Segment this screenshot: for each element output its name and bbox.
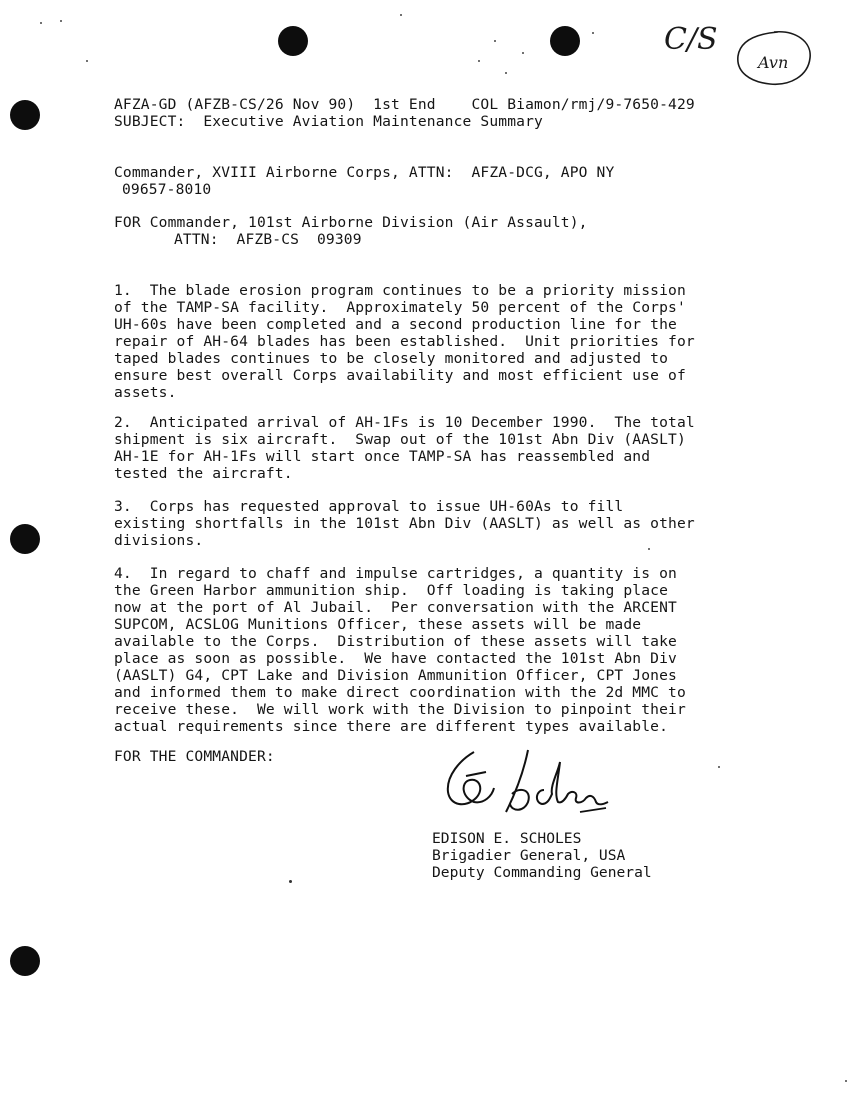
paragraph-line: assets. <box>114 384 177 401</box>
paragraph-line: and informed them to make direct coordination with the 2d MMC to <box>114 684 686 701</box>
signatory-title: Deputy Commanding General <box>432 864 652 881</box>
punch-hole-top-right <box>550 26 580 56</box>
scan-speck <box>494 40 496 42</box>
subject-line: SUBJECT: Executive Aviation Maintenance Summary <box>114 113 543 130</box>
scan-speck <box>478 60 480 62</box>
paragraph-line: 3. Corps has requested approval to issue UH-60As to fill <box>114 498 624 515</box>
scan-speck <box>522 52 524 54</box>
scan-speck <box>40 22 42 24</box>
punch-hole-left-2 <box>10 524 40 554</box>
handwritten-code: C/S <box>664 22 718 57</box>
paragraph-line: AH-1E for AH-1Fs will start once TAMP-SA has reassembled and <box>114 448 651 465</box>
addressee-line-1: Commander, XVIII Airborne Corps, ATTN: AFZA-DCG, APO NY <box>114 164 615 181</box>
scan-speck <box>505 72 507 74</box>
scan-speck <box>60 20 62 22</box>
paragraph-line: now at the port of Al Jubail. Per conversation with the ARCENT <box>114 599 677 616</box>
paragraph-line: 4. In regard to chaff and impulse cartridges, a quantity is on <box>114 565 677 582</box>
paragraph-line: SUPCOM, ACSLOG Munitions Officer, these assets will be made <box>114 616 642 633</box>
signatory-name: EDISON E. SCHOLES <box>432 830 582 847</box>
paragraph-line: (AASLT) G4, CPT Lake and Division Ammunition Officer, CPT Jones <box>114 667 677 684</box>
paragraph-line: of the TAMP-SA facility. Approximately 50 percent of the Corps' <box>114 299 686 316</box>
closing-line: FOR THE COMMANDER: <box>114 748 275 765</box>
scan-speck <box>718 766 720 768</box>
circled-note-mark <box>734 28 814 88</box>
endorsement-line: AFZA-GD (AFZB-CS/26 Nov 90) 1st End COL Biamon/rmj/9-7650-429 <box>114 96 695 113</box>
punch-hole-top-left <box>278 26 308 56</box>
scan-speck <box>648 548 650 550</box>
paragraph-line: the Green Harbor ammunition ship. Off loading is taking place <box>114 582 669 599</box>
scan-speck <box>845 1080 847 1082</box>
paragraph-line: shipment is six aircraft. Swap out of the 101st Abn Div (AASLT) <box>114 431 686 448</box>
paragraph-line: available to the Corps. Distribution of these assets will take <box>114 633 677 650</box>
paragraph-line: UH-60s have been completed and a second production line for the <box>114 316 677 333</box>
handwritten-signature <box>440 746 610 830</box>
addressee-line-2: 09657-8010 <box>122 181 212 198</box>
paragraph-line: actual requirements since there are different types available. <box>114 718 669 735</box>
paragraph-line: divisions. <box>114 532 204 549</box>
scan-speck <box>86 60 88 62</box>
punch-hole-left-3 <box>10 946 40 976</box>
for-line-1: FOR Commander, 101st Airborne Division (Air Assault), <box>114 214 588 231</box>
for-line-2: ATTN: AFZB-CS 09309 <box>174 231 362 248</box>
paragraph-line: receive these. We will work with the Division to pinpoint their <box>114 701 686 718</box>
paragraph-line: 2. Anticipated arrival of AH-1Fs is 10 December 1990. The total <box>114 414 695 431</box>
scan-speck <box>400 14 402 16</box>
paragraph-line: place as soon as possible. We have contacted the 101st Abn Div <box>114 650 677 667</box>
paragraph-line: existing shortfalls in the 101st Abn Div (AASLT) as well as other <box>114 515 695 532</box>
paragraph-line: taped blades continues to be closely monitored and adjusted to <box>114 350 669 367</box>
paragraph-line: ensure best overall Corps availability and most efficient use of <box>114 367 686 384</box>
paragraph-line: 1. The blade erosion program continues to be a priority mission <box>114 282 686 299</box>
signatory-rank: Brigadier General, USA <box>432 847 626 864</box>
scan-speck <box>289 880 292 883</box>
punch-hole-left-1 <box>10 100 40 130</box>
circled-note-text: Avn <box>758 53 789 72</box>
scan-speck <box>592 32 594 34</box>
paragraph-line: tested the aircraft. <box>114 465 293 482</box>
paragraph-line: repair of AH-64 blades has been established. Unit priorities for <box>114 333 695 350</box>
